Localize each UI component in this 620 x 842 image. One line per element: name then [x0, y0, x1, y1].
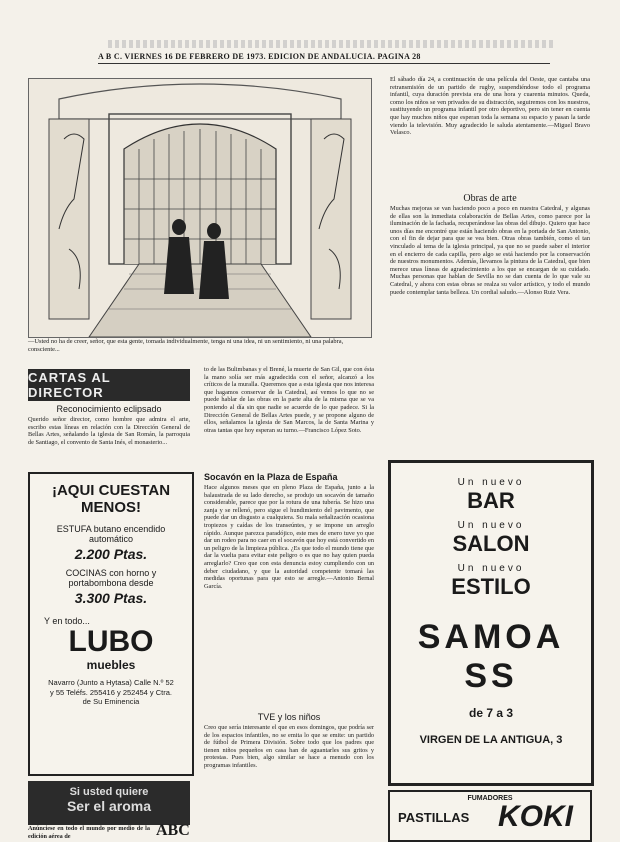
middle-text-3: Creo que sería interesante el que en esos domingos, que podría ser de los espacios infantiles, no se emita lo que se emite: un partido de fútbol de Primera División. Sobre todo que los padres que tienen niños pequeños en casa han de aguantarles sus gritos y protestas. Pues bien, algo similar se hace a menudo con los programas infantiles.: [204, 724, 374, 769]
lubo-ad: [28, 472, 194, 776]
cartas-text: Querido señor director, como hombre que admira el arte, escribo estas líneas en relación con la Dirección General de Bellas Artes, señalando la iglesia de San Román, la parroquia de Santiago, el convento de Santa Inés, el monasterio...: [28, 416, 190, 446]
header-noise: [108, 40, 553, 48]
page-header: A B C. VIERNES 16 DE FEBRERO DE 1973. EDICION DE ANDALUCIA. PAGINA 28: [98, 52, 550, 64]
samoa-ad: [388, 460, 594, 786]
cartas-title: Reconocimiento eclipsado: [56, 404, 162, 414]
cartas-banner: CARTAS AL DIRECTOR: [28, 369, 190, 401]
lubo-price2: 3.300 Ptas.: [74, 590, 148, 606]
abc-logo: ABC: [156, 822, 190, 839]
samoa-line1: BAR: [467, 488, 515, 513]
samoa-line1-pre: Un nuevo: [457, 477, 525, 488]
cartoon-caption: —Usted no ha de creer, señor, que esta gente, tomada individualmente, tenga ni una idea, ni un sentimiento, ni una palabra, consciente...: [28, 338, 344, 353]
samoa-line3-pre: Un nuevo: [457, 563, 525, 574]
koki-left: PASTILLAS: [398, 810, 470, 825]
koki-brand: KOKI: [498, 800, 573, 833]
samoa-line3: ESTILO: [451, 574, 531, 599]
lubo-intro: Y en todo...: [44, 616, 90, 626]
samoa-name: SAMOA SS: [417, 618, 565, 695]
samoa-line2-pre: Un nuevo: [457, 520, 525, 531]
koki-ad: [388, 790, 592, 842]
lubo-item1: ESTUFA butano encendido automático: [56, 524, 166, 544]
samoa-address: VIRGEN DE LA ANTIGUA, 3: [419, 734, 563, 746]
tve-title: TVE y los niños: [257, 712, 321, 722]
obras-title: Obras de arte: [463, 193, 517, 204]
aroma-line2: Ser el aroma: [66, 798, 152, 814]
koki-top: FUMADORES: [467, 795, 513, 802]
cartoon-illustration: [28, 78, 372, 338]
lubo-price1: 2.200 Ptas.: [74, 546, 148, 562]
aroma-ad: [28, 781, 190, 825]
lubo-brand: LUBO: [68, 625, 154, 658]
aroma-line1: Si usted quiere: [69, 786, 149, 798]
cartoon-drawing: [29, 79, 371, 337]
samoa-hours: de 7 a 3: [468, 706, 514, 720]
lubo-item2: COCINAS con horno y portabombona desde: [65, 568, 157, 588]
obras-text: Muchas mejoras se van haciendo poco a poco en nuestra Catedral, y algunas de ellas son la inmediata colaboración de Bellas Artes, como parece por la iluminación de la fachada, recuperándose las obras del dibujo. Quiero que hace unos días me encontré que están haciendo obras en la portada de San Antonio, con el fin de dejar para que se vea bien. Otras obras también, como el tan vinculado al tema de la iglesia principal, ya que no se puede saber el interior en el encierro de cada capilla, pero algo se está haciendo por la conservación de nuestros monumentos. Además, llevamos la pintura de la Catedral, que bien merece unas líneas de agradecimiento a los que se encargan de su cuidado. Muchas personas que hablan de Sevilla no se dan cuenta de lo que vale su Catedral, y ahora con estas obras se realza su valor artístico, y todo el mundo puede contemplar tanta belleza. Un cordial saludo.—Alonso Ruiz Vera.: [390, 205, 590, 296]
abc-footer-text: Anúnciese en todo el mundo por medio de la edición aérea de: [28, 825, 150, 840]
middle-text-2: Hace algunos meses que en pleno Plaza de España, junto a la balaustrada de su lado derecho, se produjo un socavón de tamaño considerable, parece que por la rotura de una tubería. Se hizo una zanja y se rellenó, pero sigue el hundimiento del pavimento, que puede dar un disgusto a cualquiera. Su mala señalización ocasiona tropiezos y caídas de los transeúntes, y se impone un arreglo rápido. Aunque parezca paradójico, este mes de enero tuve yo que dar un rodeo para no caer en el socavón que hoy está convertido en un peligro de la limpieza pública. ¿Es que todo el mundo tiene que dar la vuelta para evitar este peligro o es que no hay quien pueda arreglarlo? Creo que con esta denuncia estoy cumpliendo con un deber ciudadano, y que la autoridad competente tomará las medidas oportunas para que esto se arregle.—Antonio Bernal García.: [204, 484, 374, 590]
middle-text-1: to de las Bulimbanas y el Brené, la muerte de San Gil, que con ésta la mano solía ser más agradecida con el señor, alcanzó a los críticos de la muralla. Queremos que a esta iglesia que nos interesa que hagamos conservar de la Catedral, así vemos lo que no se puede hablar de las obras en la parte alta de la misma que se va poniendo al día sin que nadie se acuerde de lo que padece. Si la Dirección General de Bellas Artes puede, y se propone alguno de ellos, señalamos la iglesia de San Marcos, la de Santa Marina y otras tantas que hoy esperan su turno.—Francisco López Soto.: [204, 366, 374, 434]
samoa-line2: SALON: [452, 531, 530, 556]
lubo-address: Navarro (Junto a Hytasa) Calle N.º 52 y 55 Teléfs. 255416 y 252454 y Ctra. de Su Eminencia: [48, 678, 174, 706]
right-top-column: El sábado día 24, a continuación de una película del Oeste, que cantaba una retransmisión de un partido de rugby, suspendiéndose todo el programa infantil, cuya duración prevista era de una hora y cuarenta minutos. Queda, como los niños se ven privados de su distracción, seguiremos con los nuestros, sustituyendo un programa infantil por otro deportivo, pero sin tener en cuenta que hay muchos niños que esperan toda la semana su espacio y pasan la tarde viendo la televisión. Muy agradecido le saluda atentamente.—Miguel Bravo Velasco.: [390, 76, 590, 137]
lubo-brand-sub: muebles: [86, 658, 136, 672]
lubo-headline: ¡AQUI CUESTAN MENOS!: [51, 482, 171, 516]
socavon-title: Socavón en la Plaza de España: [204, 472, 338, 482]
